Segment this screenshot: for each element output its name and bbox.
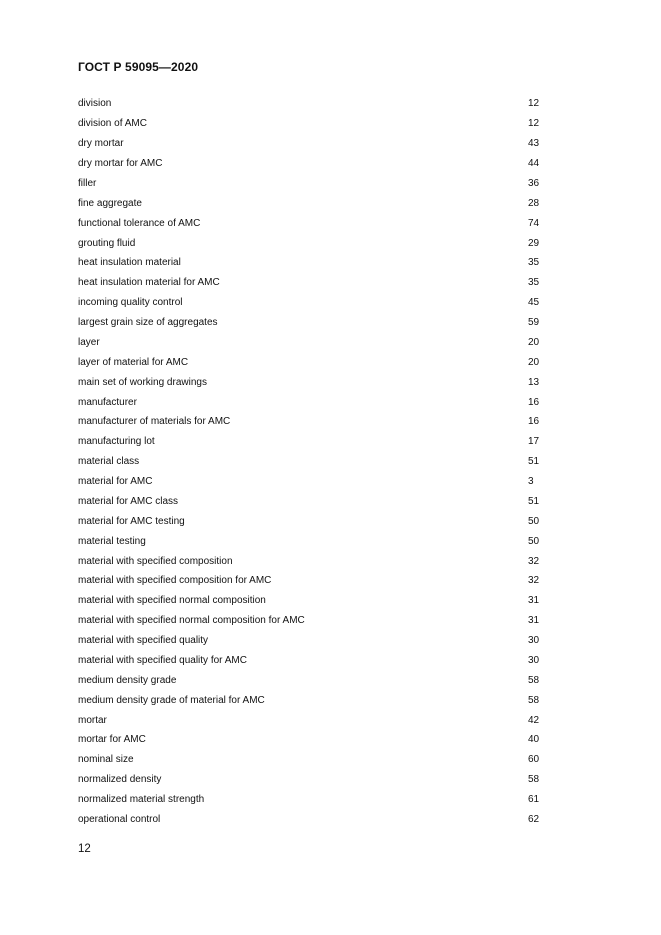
index-term: division [78,98,112,110]
index-term-number: 42 [528,714,540,726]
index-term: layer [78,336,100,348]
index-term: filler [78,177,97,189]
index-term-number: 58 [528,674,540,686]
index-term: manufacturing lot [78,436,155,448]
index-term: material for AMC [78,476,153,488]
index-entry [78,611,542,631]
index-entry [78,333,542,353]
index-term-number: 28 [528,197,540,209]
index-term: medium density grade [78,674,177,686]
index-entry [78,193,542,213]
page-number: 12 [78,843,91,855]
index-entry [78,710,542,730]
index-entry [78,810,542,830]
index-term: heat insulation material [78,257,181,269]
index-term: grouting fluid [78,237,136,249]
index-entry [78,154,542,174]
index-term-number: 62 [528,813,540,825]
index-term-number: 51 [528,495,540,507]
index-entry [78,313,542,333]
index-term-number: 50 [528,535,540,547]
index-term: fine aggregate [78,197,142,209]
index-term: medium density grade of material for AMC [78,694,265,706]
index-term: mortar [78,714,107,726]
index-term-number: 44 [528,158,540,170]
index-entry [78,372,542,392]
index-term-number: 20 [528,336,540,348]
index-entry [78,511,542,531]
index-term: incoming quality control [78,297,183,309]
index-term-number: 36 [528,177,540,189]
index-term: mortar for AMC [78,734,146,746]
index-term-number: 31 [528,595,540,607]
index-term: functional tolerance of AMC [78,217,201,229]
index-entry [78,591,542,611]
index-term-number: 40 [528,734,540,746]
index-entry [78,472,542,492]
index-entry [78,174,542,194]
index-term: material class [78,456,140,468]
index-entry [78,690,542,710]
index-entry [78,253,542,273]
index-term: layer of material for AMC [78,356,189,368]
index-term-number: 45 [528,297,540,309]
index-entry [78,631,542,651]
index-term-number: 58 [528,774,540,786]
index-term-number: 60 [528,754,540,766]
index-term: material for AMC testing [78,515,185,527]
index-term-number: 61 [528,794,540,806]
index-term: material with specified composition for AMC [78,575,272,587]
index-term-number: 29 [528,237,540,249]
index-term: material with specified quality [78,635,209,647]
index-term-number: 31 [528,615,540,627]
index-term-number: 3 [528,476,534,488]
index-term-number: 20 [528,356,540,368]
index-term: division of AMC [78,118,147,130]
index-entry [78,670,542,690]
index-entry [78,750,542,770]
index-term: dry mortar [78,138,124,150]
index-term: material with specified quality for AMC [78,654,247,666]
index-entry [78,492,542,512]
index-term: manufacturer of materials for AMC [78,416,231,428]
index-entry [78,452,542,472]
index-term-number: 16 [528,396,540,408]
index-term-number: 50 [528,515,540,527]
index-entry [78,94,542,114]
index-term-number: 16 [528,416,540,428]
index-entry [78,293,542,313]
index-term: operational control [78,813,161,825]
index-term: main set of working drawings [78,376,207,388]
index-term: manufacturer [78,396,137,408]
index-term: material with specified normal composition for AMC [78,615,305,627]
index-term: material testing [78,535,146,547]
index-term-number: 17 [528,436,540,448]
index-entry [78,432,542,452]
index-term-number: 58 [528,694,540,706]
index-entry [78,730,542,750]
index-entry [78,571,542,591]
index-entry [78,412,542,432]
index-term: nominal size [78,754,134,766]
index-term-number: 12 [528,98,540,110]
index-entry [78,273,542,293]
index-entry [78,213,542,233]
term-index-list [78,94,542,829]
index-term: normalized material strength [78,794,205,806]
index-term-number: 12 [528,118,540,130]
index-entry [78,392,542,412]
index-term: material with specified composition [78,555,233,567]
index-entry [78,233,542,253]
index-term: normalized density [78,774,162,786]
index-entry [78,770,542,790]
index-term-number: 35 [528,257,540,269]
index-entry [78,651,542,671]
index-term: heat insulation material for AMC [78,277,220,289]
index-entry [78,134,542,154]
index-term-number: 74 [528,217,540,229]
index-term-number: 32 [528,555,540,567]
index-term-number: 13 [528,376,540,388]
index-entry [78,790,542,810]
index-entry [78,352,542,372]
index-term: dry mortar for AMC [78,158,163,170]
index-term: material for AMC class [78,495,179,507]
index-term: material with specified normal composition [78,595,266,607]
index-entry [78,114,542,134]
index-entry [78,531,542,551]
index-term-number: 35 [528,277,540,289]
index-term-number: 59 [528,317,540,329]
index-entry [78,551,542,571]
index-term-number: 32 [528,575,540,587]
index-term-number: 51 [528,456,540,468]
index-term-number: 30 [528,654,540,666]
index-term: largest grain size of aggregates [78,317,218,329]
index-term-number: 43 [528,138,540,150]
document-header: ГОСТ Р 59095—2020 [78,60,199,74]
index-term-number: 30 [528,635,540,647]
